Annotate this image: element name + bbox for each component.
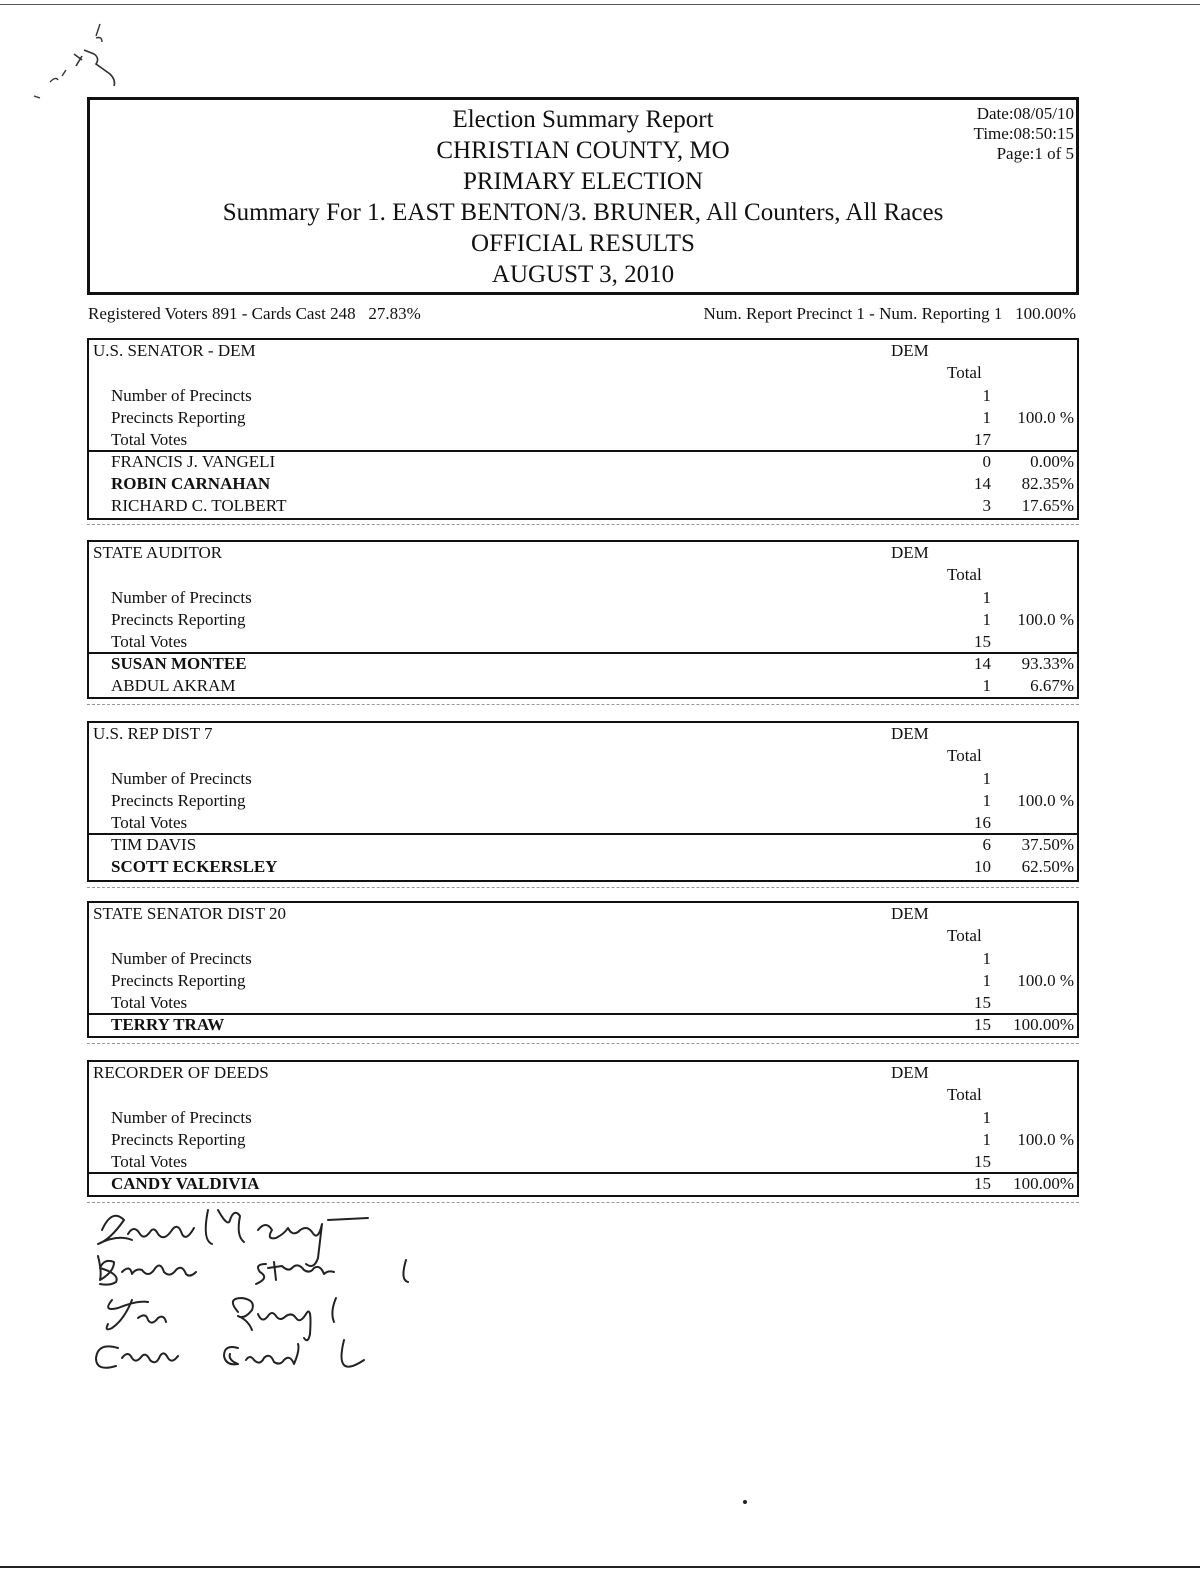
total-column-header: Total: [947, 746, 982, 765]
stat-percent: 100.0 %: [1017, 610, 1074, 629]
race-title: STATE SENATOR DIST 20: [93, 904, 287, 923]
stat-value: 1: [982, 610, 991, 629]
signature-block: [88, 1200, 468, 1390]
stat-value: 1: [982, 386, 991, 405]
stat-value: 1: [982, 949, 991, 968]
candidate-name: SCOTT ECKERSLEY: [111, 857, 278, 876]
candidate-percent: 62.50%: [1021, 857, 1074, 876]
report-date: Date:08/05/10: [976, 104, 1074, 123]
stat-label: Precincts Reporting: [111, 971, 246, 990]
page-number: Page:1 of 5: [996, 144, 1074, 163]
signature-carla-elsrich: [96, 1340, 364, 1368]
race-block: [87, 338, 1079, 520]
candidate-name: SUSAN MONTEE: [111, 654, 247, 673]
candidate-percent: 100.00%: [1013, 1015, 1074, 1034]
report-header: [87, 97, 1079, 295]
stat-label: Number of Precincts: [111, 769, 252, 788]
candidate-row: [89, 856, 1077, 878]
candidate-percent: 100.00%: [1013, 1174, 1074, 1193]
page-top-rule: [0, 4, 1200, 5]
signature-karen-moody: [98, 1210, 368, 1266]
stat-row: [89, 992, 1077, 1014]
stat-row: [89, 948, 1077, 970]
race-party: DEM: [891, 724, 929, 743]
stat-label: Precincts Reporting: [111, 408, 246, 427]
race-block: [87, 901, 1079, 1038]
total-column-header: Total: [947, 565, 982, 584]
scan-dash-line: [87, 1043, 1079, 1044]
report-meta: [974, 104, 1074, 164]
race-party: DEM: [891, 904, 929, 923]
candidate-votes: 6: [982, 835, 991, 854]
stat-percent: 100.0 %: [1017, 971, 1074, 990]
stat-label: Total Votes: [111, 813, 188, 832]
race-title: STATE AUDITOR: [93, 543, 223, 562]
race-title: U.S. REP DIST 7: [93, 724, 213, 743]
candidate-percent: 82.35%: [1021, 474, 1074, 493]
stat-label: Number of Precincts: [111, 386, 252, 405]
stat-value: 1: [982, 791, 991, 810]
race-block: [87, 721, 1079, 882]
signature-barbara-stromer: [98, 1256, 408, 1285]
candidate-votes: 15: [974, 1015, 991, 1034]
stat-value: 1: [982, 971, 991, 990]
stat-row: [89, 1151, 1077, 1173]
stat-value: 1: [982, 588, 991, 607]
stat-value: 16: [974, 813, 991, 832]
candidate-name: TIM DAVIS: [111, 835, 197, 854]
stat-value: 1: [982, 1108, 991, 1127]
candidate-row: [89, 834, 1077, 856]
candidate-name: TERRY TRAW: [111, 1015, 225, 1034]
candidate-percent: 17.65%: [1021, 496, 1074, 515]
race-title: U.S. SENATOR - DEM: [93, 341, 256, 360]
candidate-votes: 0: [982, 452, 991, 471]
county-name: CHRISTIAN COUNTY, MO: [436, 137, 730, 164]
scan-dash-line: [87, 887, 1079, 888]
candidate-votes: 14: [974, 474, 991, 493]
page-bottom-rule: [0, 1566, 1200, 1568]
candidate-votes: 15: [974, 1174, 991, 1193]
registration-summary: Registered Voters 891 - Cards Cast 248 27.83%: [88, 304, 421, 323]
candidate-votes: 10: [974, 857, 991, 876]
candidate-name: ROBIN CARNAHAN: [111, 474, 271, 493]
stat-percent: 100.0 %: [1017, 1130, 1074, 1149]
stat-label: Total Votes: [111, 1152, 188, 1171]
candidate-votes: 1: [982, 676, 991, 695]
race-party: DEM: [891, 341, 929, 360]
stat-value: 15: [974, 993, 991, 1012]
stat-value: 15: [974, 632, 991, 651]
stat-percent: 100.0 %: [1017, 791, 1074, 810]
stat-value: 15: [974, 1152, 991, 1171]
total-column-header: Total: [947, 1085, 982, 1104]
report-title: Election Summary Report: [452, 106, 714, 133]
stat-row: [89, 407, 1077, 429]
total-column-header: Total: [947, 926, 982, 945]
stat-row: [89, 1129, 1077, 1151]
candidate-row: [89, 1014, 1077, 1036]
race-block: [87, 540, 1079, 699]
stat-label: Total Votes: [111, 430, 188, 449]
stat-row: [89, 1107, 1077, 1129]
stat-value: 1: [982, 769, 991, 788]
stat-value: 17: [974, 430, 991, 449]
stat-percent: 100.0 %: [1017, 408, 1074, 427]
race-title: RECORDER OF DEEDS: [93, 1063, 269, 1082]
candidate-percent: 37.50%: [1021, 835, 1074, 854]
stat-row: [89, 768, 1077, 790]
race-block: [87, 1060, 1079, 1197]
total-column-header: Total: [947, 363, 982, 382]
candidate-row: [89, 451, 1077, 473]
stat-row: [89, 812, 1077, 834]
candidate-name: ABDUL AKRAM: [111, 676, 236, 695]
stat-row: [89, 609, 1077, 631]
summary-for: Summary For 1. EAST BENTON/3. BRUNER, All Counters, All Races: [222, 199, 944, 226]
election-name: PRIMARY ELECTION: [462, 168, 704, 195]
reporting-summary: Num. Report Precinct 1 - Num. Reporting 1 100.00%: [703, 304, 1076, 323]
candidate-percent: 6.67%: [1030, 676, 1074, 695]
candidate-votes: 14: [974, 654, 991, 673]
candidate-row: [89, 495, 1077, 517]
scan-dash-line: [87, 524, 1079, 525]
stat-label: Number of Precincts: [111, 588, 252, 607]
signature-lisa-russell: [107, 1298, 336, 1340]
stat-row: [89, 631, 1077, 653]
stat-row: [89, 429, 1077, 451]
stat-row: [89, 970, 1077, 992]
stat-value: 1: [982, 1130, 991, 1149]
report-time: Time:08:50:15: [973, 124, 1074, 143]
stat-label: Precincts Reporting: [111, 610, 246, 629]
candidate-name: CANDY VALDIVIA: [111, 1174, 260, 1193]
race-party: DEM: [891, 543, 929, 562]
candidate-percent: 93.33%: [1021, 654, 1074, 673]
stat-label: Number of Precincts: [111, 949, 252, 968]
candidate-row: [89, 675, 1077, 697]
race-party: DEM: [891, 1063, 929, 1082]
candidate-name: FRANCIS J. VANGELI: [111, 452, 276, 471]
stat-label: Number of Precincts: [111, 1108, 252, 1127]
stat-label: Precincts Reporting: [111, 1130, 246, 1149]
stat-row: [89, 587, 1077, 609]
stat-row: [89, 790, 1077, 812]
scan-dot: [743, 1500, 747, 1504]
election-date: AUGUST 3, 2010: [491, 261, 675, 288]
stat-row: [89, 385, 1077, 407]
stat-label: Precincts Reporting: [111, 791, 246, 810]
candidate-name: RICHARD C. TOLBERT: [111, 496, 287, 515]
candidate-row: [89, 1173, 1077, 1195]
result-status: OFFICIAL RESULTS: [471, 230, 695, 257]
scan-dash-line: [87, 704, 1079, 705]
candidate-row: [89, 473, 1077, 495]
stat-label: Total Votes: [111, 632, 188, 651]
candidate-votes: 3: [982, 496, 991, 515]
stat-label: Total Votes: [111, 993, 188, 1012]
candidate-row: [89, 653, 1077, 675]
candidate-percent: 0.00%: [1030, 452, 1074, 471]
stat-value: 1: [982, 408, 991, 427]
